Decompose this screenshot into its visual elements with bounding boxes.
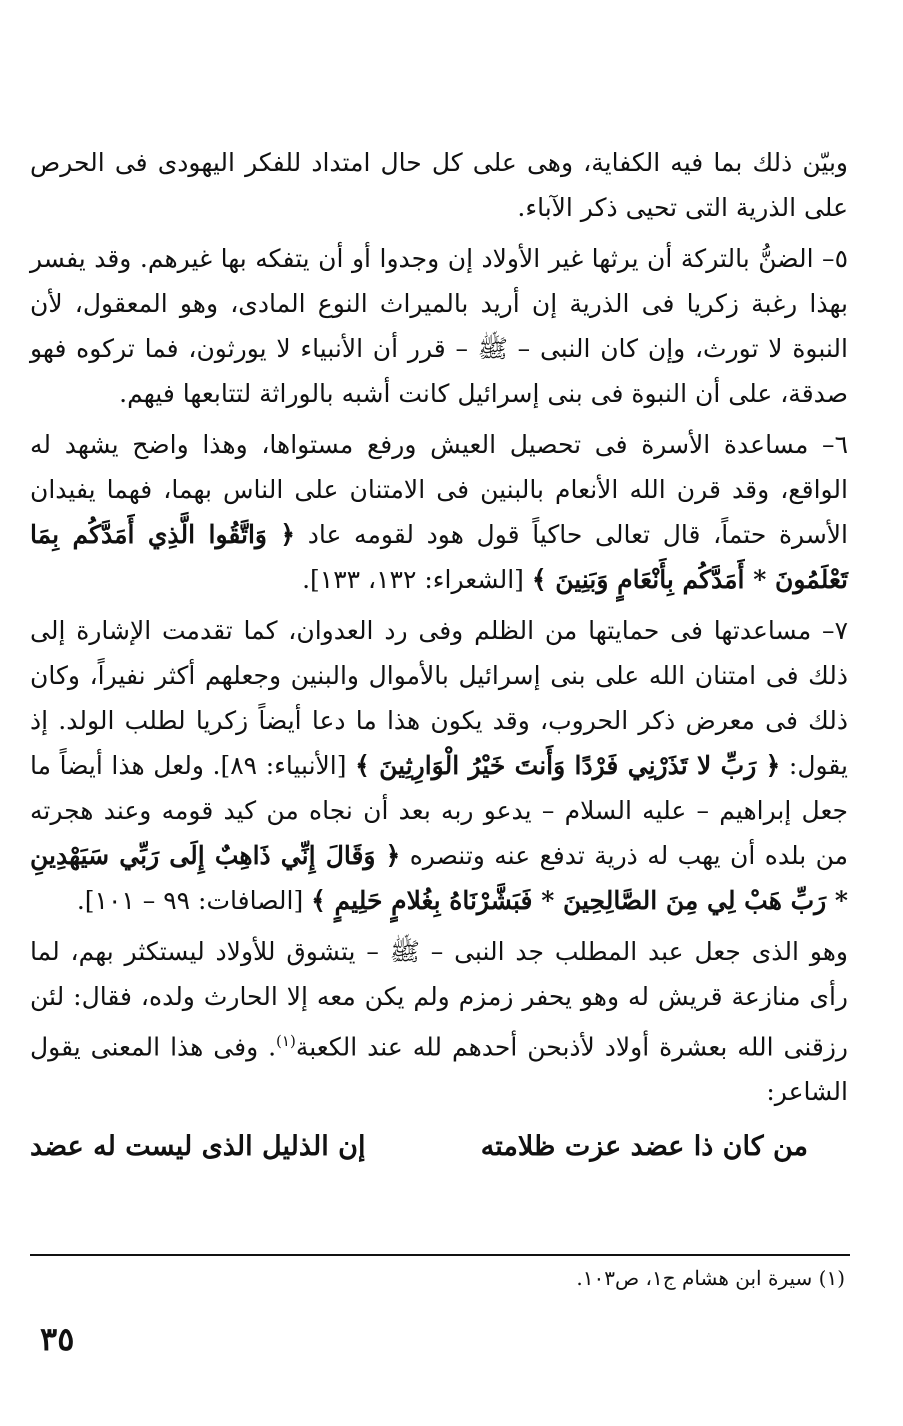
paragraph-2: ٥– الضنُّ بالتركة أن يرثها غير الأولاد إن وجدوا أو أن يتفكه بها غيرهم. وقد يفسر بهذا رغبة زكريا فى الذرية إن أريد بالميراث النوع المادى، وهو المعقول، لأن النبوة لا تورث، وإن كان النبى – ﷺ – قرر أن الأنبياء لا يورثون، فما تركوه فهو صدقة، على أن النبوة فى بنى إسرائيل كانت أشبه بالوراثة لتتابعها فيهم. [30, 244, 848, 408]
quran-verse-anbiya: ﴿ رَبِّ لا تَذَرْنِي فَرْدًا وَأَنتَ خَيْرُ الْوَارِثِينَ ﴾ [355, 751, 781, 780]
p6-text: ٦– مساعدة الأسرة فى تحصيل العيش ورفع مستواها، وهذا واضح يشهد له الواقع، وقد قرن الله الأنعام بالبنين فى الامتنان على الناس بهما، فهما يفيدان الأسرة حتماً، قال تعالى حاكياً قول هود لقومه عاد [30, 430, 848, 549]
paragraph-4 [30, 608, 848, 923]
page-number: ٣٥ [40, 1320, 75, 1358]
verse-first-hemistich: من كان ذا عضد عزت ظلامته [480, 1131, 808, 1163]
p8-text: وهو الذى جعل عبد المطلب جد النبى – ﷺ – يتشوق للأولاد ليستكثر بهم، لما رأى منازعة قريش له وهو يحفر زمزم ولم يكن معه إلا الحارث ولده، فقال: لئن رزقنى الله بعشرة أولاد لأذبحن أحدهم لله عند الكعبة [30, 937, 849, 1062]
poetry-verse [30, 1124, 848, 1170]
p7-citation: [الصافات: ٩٩ – ١٠١]. [76, 886, 304, 915]
page-body [30, 140, 848, 1170]
paragraph-3 [30, 422, 848, 602]
paragraph-1: وبيّن ذلك بما فيه الكفاية، وهى على كل حال امتداد للفكر اليهودى فى الحرص على الذرية التى تحيى ذكر الآباء. [30, 148, 848, 222]
p6-citation: [الشعراء: ١٣٢، ١٣٣]. [302, 565, 524, 594]
p7-text: ٧– مساعدتها فى حمايتها من الظلم وفى رد العدوان، كما تقدمت الإشارة إلى ذلك فى امتنان الله على بنى إسرائيل بالأموال والبنين وجعلهم أكثر نفيراً، وكان ذلك فى معرض ذكر الحروب، وقد يكون هذا ما دعا أيضاً زكريا لطلب الولد. إذ يقول: [30, 616, 848, 780]
p8-text-after: . وفى هذا المعنى يقول الشاعر: [30, 1032, 848, 1107]
footnote-reference: (١) [276, 1032, 296, 1050]
verse-second-hemistich: إن الذليل الذى ليست له عضد [30, 1131, 366, 1163]
p7-text-mid: [الأنبياء: ٨٩]. ولعل هذا أيضاً ما جعل إبراهيم – عليه السلام – يدعو ربه بعد أن نجاه من كيد قومه وعند هجرته من بلده أن يهب له ذرية تدفع عنه وتنصره [30, 751, 848, 870]
quran-verse-shuara: ﴿ وَاتَّقُوا الَّذِي أَمَدَّكُم بِمَا تَعْلَمُونَ * أَمَدَّكُم بِأَنْعَامٍ وَبَنِينَ ﴾ [30, 520, 848, 594]
footnote-separator [30, 1254, 850, 1256]
paragraph-5 [30, 929, 848, 1114]
footnote: (١) سيرة ابن هشام ج١، ص١٠٣. [576, 1266, 845, 1290]
quran-verse-saffat: ﴿ وَقَالَ إِنِّي ذَاهِبٌ إِلَى رَبِّي سَيَهْدِينِ * رَبِّ هَبْ لِي مِنَ الصَّالِحِينَ * فَبَشَّرْنَاهُ بِغُلامٍ حَلِيمٍ ﴾ [30, 841, 848, 915]
